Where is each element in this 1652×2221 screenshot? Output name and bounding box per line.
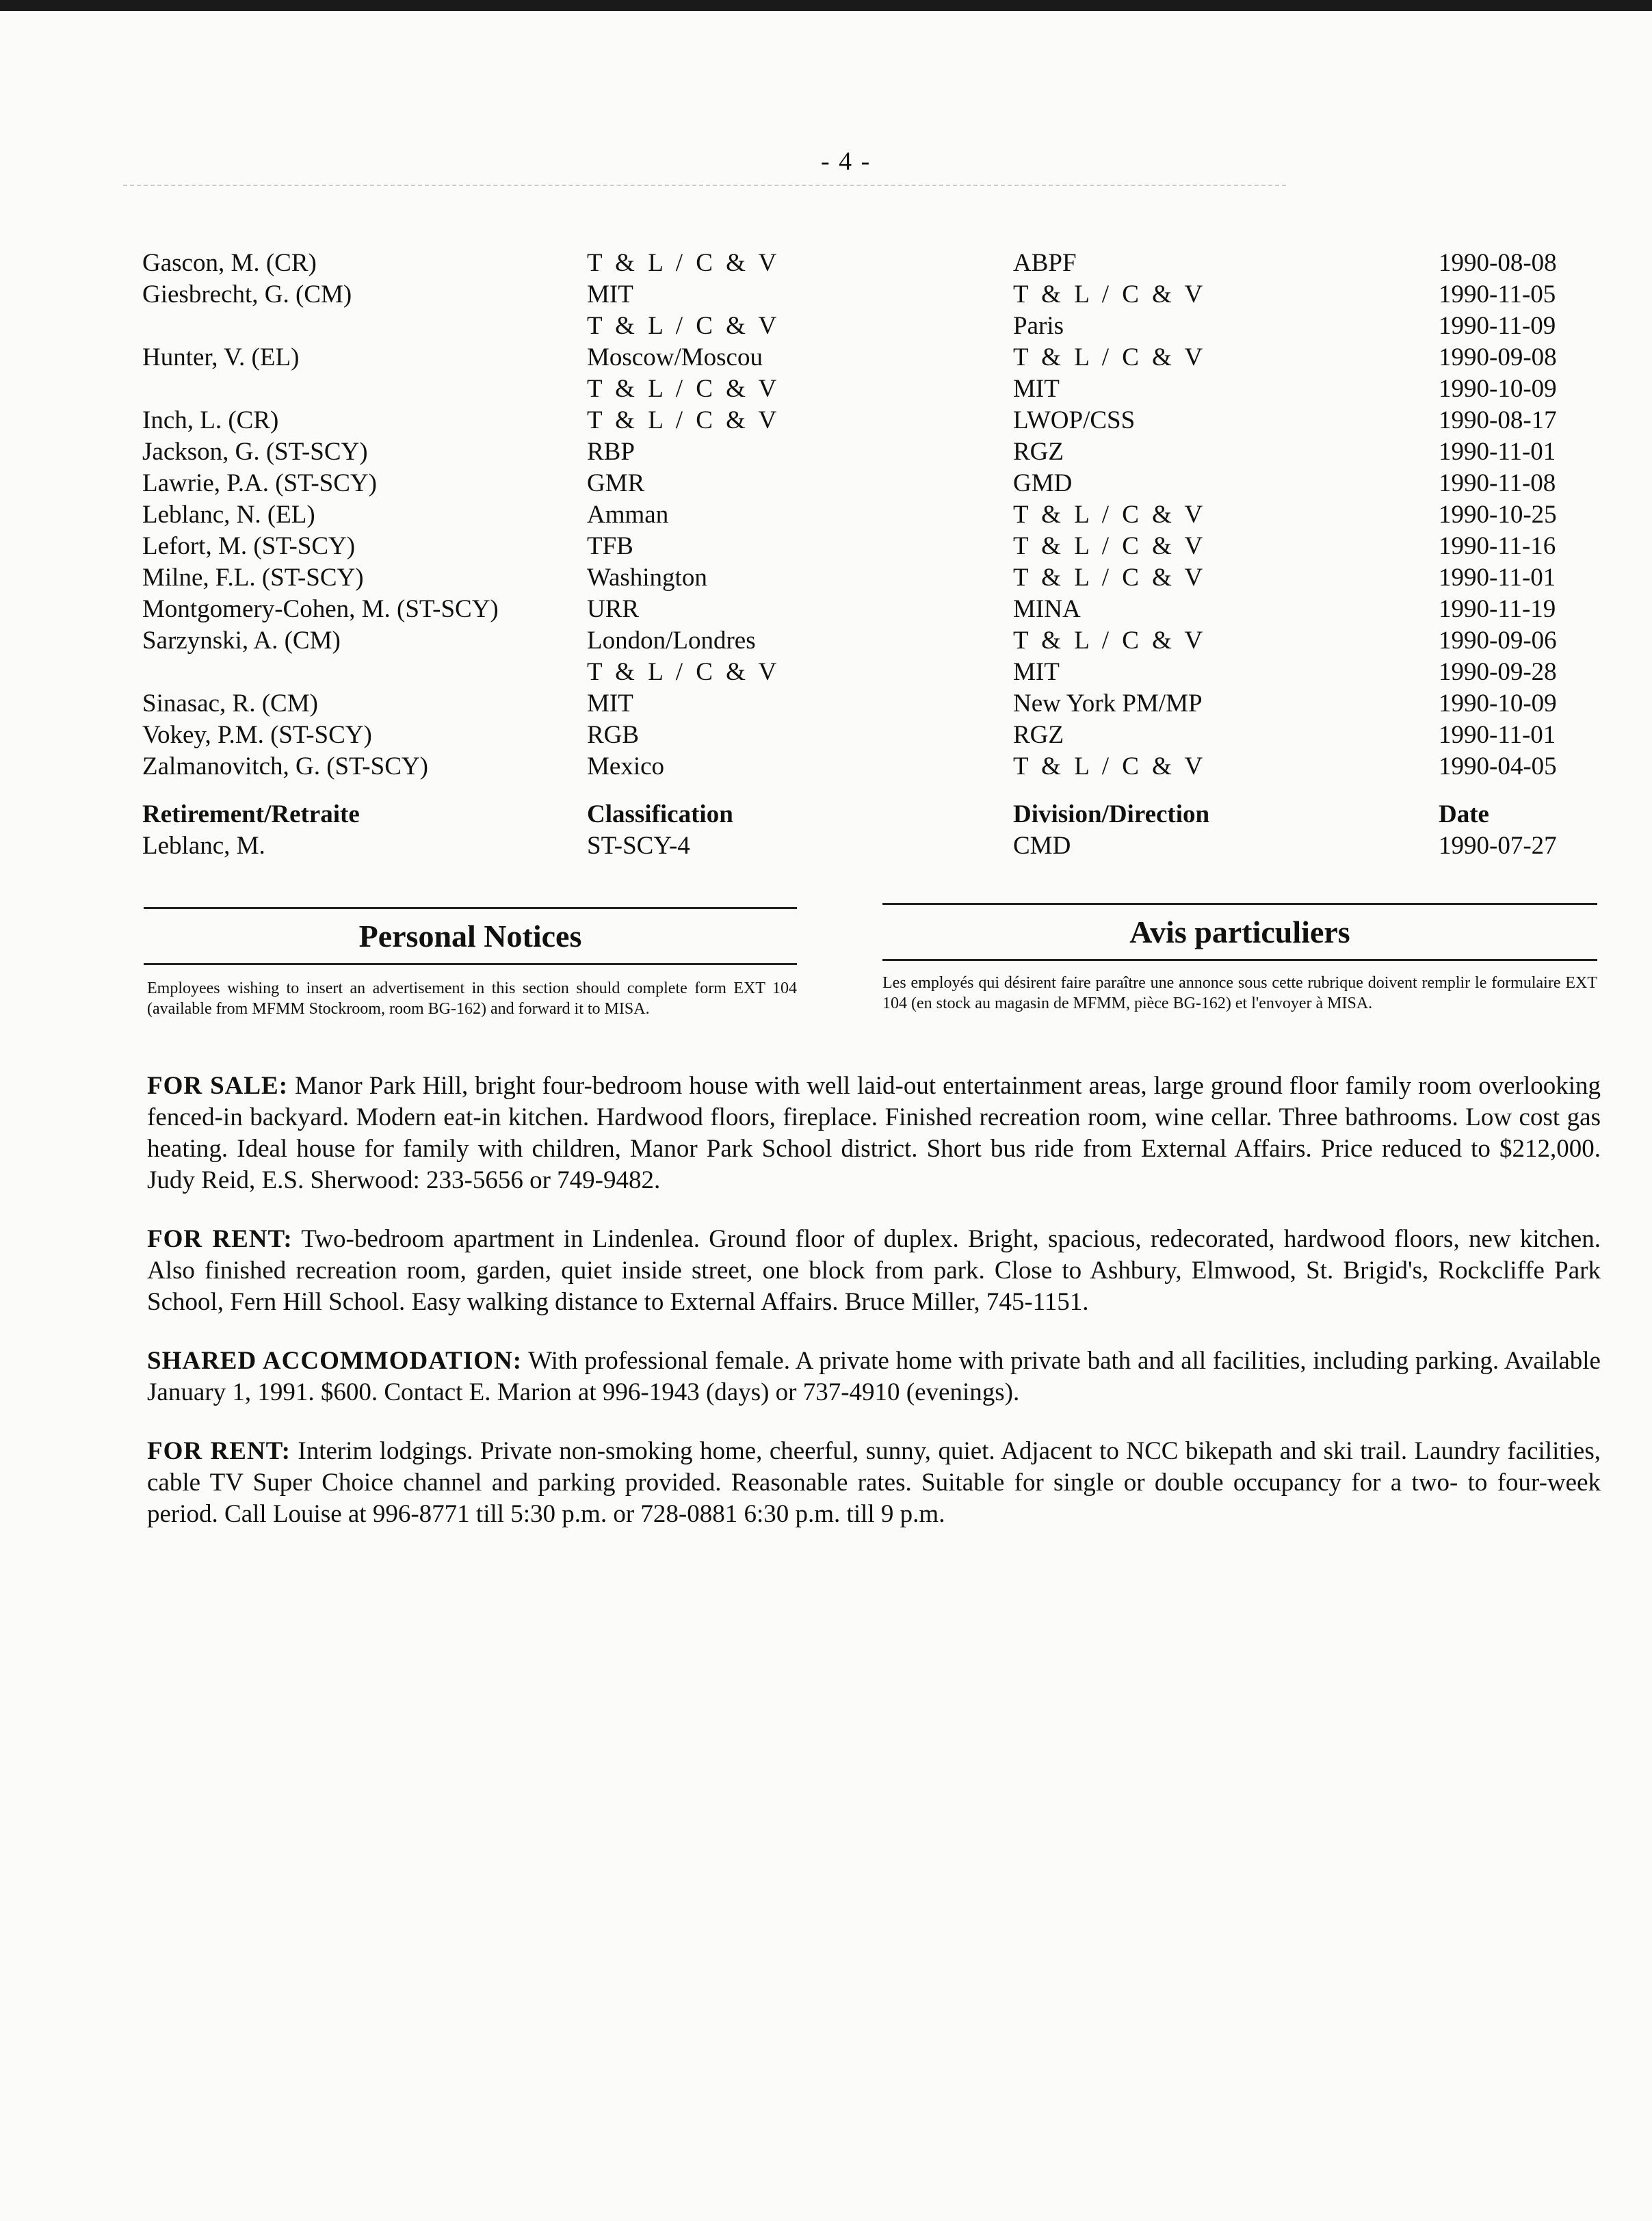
- roster-from-location: MIT: [587, 689, 633, 718]
- roster-from-location: T & L / C & V: [587, 312, 781, 340]
- roster-row: [142, 594, 1579, 625]
- avis-title: Avis particuliers: [1129, 915, 1350, 949]
- roster-employee-name: Inch, L. (CR): [142, 406, 279, 434]
- roster-from-location: Washington: [587, 564, 707, 592]
- retirement-row: [142, 830, 1579, 862]
- roster-from-location: MIT: [587, 280, 633, 308]
- roster-employee-name: Giesbrecht, G. (CM): [142, 280, 352, 308]
- notice-paragraph: [147, 1070, 1601, 1196]
- notice-paragraph: [147, 1224, 1601, 1318]
- roster-row: [142, 720, 1579, 751]
- retiree-date: 1990-07-27: [1439, 832, 1557, 860]
- date-header: Date: [1439, 800, 1489, 828]
- roster-effective-date: 1990-10-09: [1439, 375, 1557, 403]
- roster-row: [142, 342, 1579, 373]
- roster-row: [142, 625, 1579, 657]
- roster-to-location: T & L / C & V: [1013, 343, 1207, 371]
- roster-effective-date: 1990-10-25: [1439, 501, 1557, 529]
- roster-to-location: T & L / C & V: [1013, 501, 1207, 529]
- notice-label: FOR RENT:: [147, 1437, 291, 1465]
- roster-effective-date: 1990-11-01: [1439, 564, 1556, 592]
- retiree-name: Leblanc, M.: [142, 832, 265, 860]
- roster-row: [142, 562, 1579, 594]
- roster-to-location: MIT: [1013, 658, 1060, 686]
- roster-employee-name: Sarzynski, A. (CM): [142, 627, 341, 655]
- roster-from-location: T & L / C & V: [587, 406, 781, 434]
- notice-label: FOR SALE:: [147, 1072, 289, 1100]
- roster-to-location: ABPF: [1013, 249, 1077, 277]
- notice-label: SHARED ACCOMMODATION:: [147, 1347, 523, 1375]
- scan-top-edge: [0, 0, 1652, 11]
- roster-from-location: URR: [587, 595, 640, 623]
- notice-text: Manor Park Hill, bright four-bedroom house with well laid-out entertainment areas, large ground floor family room overlooking fenced-in backyard. Modern eat-in kitchen. Hardwood floors, fireplace. Finished recreation room, wine cellar. Three bathrooms. Low cost gas heating. Ideal house for family with children, Manor Park School district. Short bus ride from External Affairs. Price reduced to $212,000. Judy Reid, E.S. Sherwood: 233-5656 or 749-9482.: [147, 1072, 1601, 1194]
- retirement-header-row: [142, 799, 1579, 830]
- roster-employee-name: Sinasac, R. (CM): [142, 689, 318, 718]
- roster-to-location: MIT: [1013, 375, 1060, 403]
- roster-employee-name: Lawrie, P.A. (ST-SCY): [142, 469, 377, 497]
- roster-to-location: T & L / C & V: [1013, 532, 1207, 560]
- roster-from-location: Moscow/Moscou: [587, 343, 763, 371]
- right-top-rule: [882, 903, 1597, 905]
- roster-row: [142, 436, 1579, 468]
- roster-row: [142, 279, 1579, 311]
- roster-effective-date: 1990-04-05: [1439, 752, 1557, 780]
- roster-from-location: T & L / C & V: [587, 249, 781, 277]
- roster-to-location: T & L / C & V: [1013, 752, 1207, 780]
- roster-rows: [142, 248, 1579, 783]
- roster-employee-name: Montgomery-Cohen, M. (ST-SCY): [142, 595, 499, 623]
- roster-effective-date: 1990-08-08: [1439, 249, 1557, 277]
- notice-label: FOR RENT:: [147, 1225, 293, 1253]
- left-top-rule: [144, 907, 797, 909]
- roster-row: [142, 499, 1579, 531]
- retirement-header: Retirement/Retraite: [142, 800, 360, 828]
- roster-to-location: LWOP/CSS: [1013, 406, 1136, 434]
- roster-employee-name: Milne, F.L. (ST-SCY): [142, 564, 364, 592]
- roster-effective-date: 1990-11-16: [1439, 532, 1556, 560]
- roster-employee-name: Zalmanovitch, G. (ST-SCY): [142, 752, 428, 780]
- roster-row: [142, 248, 1579, 279]
- roster-to-location: MINA: [1013, 595, 1081, 623]
- roster-to-location: RGZ: [1013, 721, 1064, 749]
- roster-effective-date: 1990-11-05: [1439, 280, 1556, 308]
- notice-text: Interim lodgings. Private non-smoking home, cheerful, sunny, quiet. Adjacent to NCC bikepath and ski trail. Laundry facilities, cable TV Super Choice channel and parking provided. Reasonable rates. Suitable for single or double occupancy for a two- to four-week period. Call Louise at 996-8771 till 5:30 p.m. or 728-0881 6:30 p.m. till 9 p.m.: [147, 1437, 1601, 1528]
- roster-row: [142, 311, 1579, 342]
- roster-from-location: Mexico: [587, 752, 665, 780]
- personal-notices-title: Personal Notices: [358, 919, 582, 954]
- notice-paragraph: [147, 1436, 1601, 1530]
- roster-to-location: T & L / C & V: [1013, 564, 1207, 592]
- roster-effective-date: 1990-11-19: [1439, 595, 1556, 623]
- roster-effective-date: 1990-11-08: [1439, 469, 1556, 497]
- retiree-division: CMD: [1013, 832, 1071, 860]
- roster-row: [142, 531, 1579, 562]
- roster-employee-name: Gascon, M. (CR): [142, 249, 317, 277]
- notice-text: With professional female. A private home with private bath and all facilities, including parking. Available January 1, 1991. $600. Contact E. Marion at 996-1943 (days) or 737-4910 (evenings).: [147, 1347, 1601, 1406]
- roster-to-location: T & L / C & V: [1013, 280, 1207, 308]
- roster-effective-date: 1990-11-01: [1439, 438, 1556, 466]
- roster-effective-date: 1990-11-09: [1439, 312, 1556, 340]
- left-bottom-rule: [144, 963, 797, 965]
- division-header: Division/Direction: [1013, 800, 1210, 828]
- roster-to-location: T & L / C & V: [1013, 627, 1207, 655]
- notice-text: Two-bedroom apartment in Lindenlea. Ground floor of duplex. Bright, spacious, redecorated, hardwood floors, new kitchen. Also finished recreation room, garden, quiet inside street, one block from park. Close to Ashbury, Elmwood, St. Brigid's, Rockcliffe Park School, Fern Hill School. Easy walking distance to External Affairs. Bruce Miller, 745-1151.: [147, 1225, 1601, 1316]
- roster-row: [142, 405, 1579, 436]
- classified-notices: [147, 1070, 1601, 1558]
- personal-notices-intro: Employees wishing to insert an advertisement in this section should complete form EXT 104 (available from MFMM Stockroom, room BG-162) and forward it to MISA.: [147, 980, 797, 1018]
- roster-effective-date: 1990-08-17: [1439, 406, 1557, 434]
- classification-header: Classification: [587, 800, 733, 828]
- roster-from-location: RGB: [587, 721, 640, 749]
- roster-row: [142, 657, 1579, 688]
- roster-to-location: New York PM/MP: [1013, 689, 1203, 718]
- retiree-classification: ST-SCY-4: [587, 832, 690, 860]
- roster-effective-date: 1990-09-06: [1439, 627, 1557, 655]
- roster-from-location: Amman: [587, 501, 669, 529]
- roster-effective-date: 1990-09-28: [1439, 658, 1557, 686]
- roster-to-location: GMD: [1013, 469, 1073, 497]
- roster-employee-name: Lefort, M. (ST-SCY): [142, 532, 356, 560]
- roster-from-location: RBP: [587, 438, 635, 466]
- roster-employee-name: Leblanc, N. (EL): [142, 501, 315, 529]
- roster-row: [142, 688, 1579, 720]
- roster-employee-name: Jackson, G. (ST-SCY): [142, 438, 368, 466]
- faint-header-rule: [123, 185, 1286, 186]
- roster-employee-name: Hunter, V. (EL): [142, 343, 300, 371]
- roster-effective-date: 1990-10-09: [1439, 689, 1557, 718]
- roster-from-location: T & L / C & V: [587, 375, 781, 403]
- avis-intro: Les employés qui désirent faire paraître une annonce sous cette rubrique doivent remplir le formulaire EXT 104 (en stock au magasin de MFMM, pièce BG-162) et l'envoyer à MISA.: [882, 974, 1597, 1012]
- roster-employee-name: Vokey, P.M. (ST-SCY): [142, 721, 372, 749]
- roster-to-location: Paris: [1013, 312, 1064, 340]
- roster-row: [142, 468, 1579, 499]
- roster-from-location: GMR: [587, 469, 645, 497]
- roster-row: [142, 373, 1579, 405]
- page-number: - 4 -: [821, 147, 871, 176]
- roster-row: [142, 751, 1579, 783]
- roster-to-location: RGZ: [1013, 438, 1064, 466]
- roster-effective-date: 1990-09-08: [1439, 343, 1557, 371]
- roster-effective-date: 1990-11-01: [1439, 721, 1556, 749]
- notice-paragraph: [147, 1345, 1601, 1408]
- roster-from-location: London/Londres: [587, 627, 756, 655]
- roster-from-location: T & L / C & V: [587, 658, 781, 686]
- assignment-roster: [142, 248, 1579, 862]
- right-bottom-rule: [882, 959, 1597, 961]
- roster-from-location: TFB: [587, 532, 633, 560]
